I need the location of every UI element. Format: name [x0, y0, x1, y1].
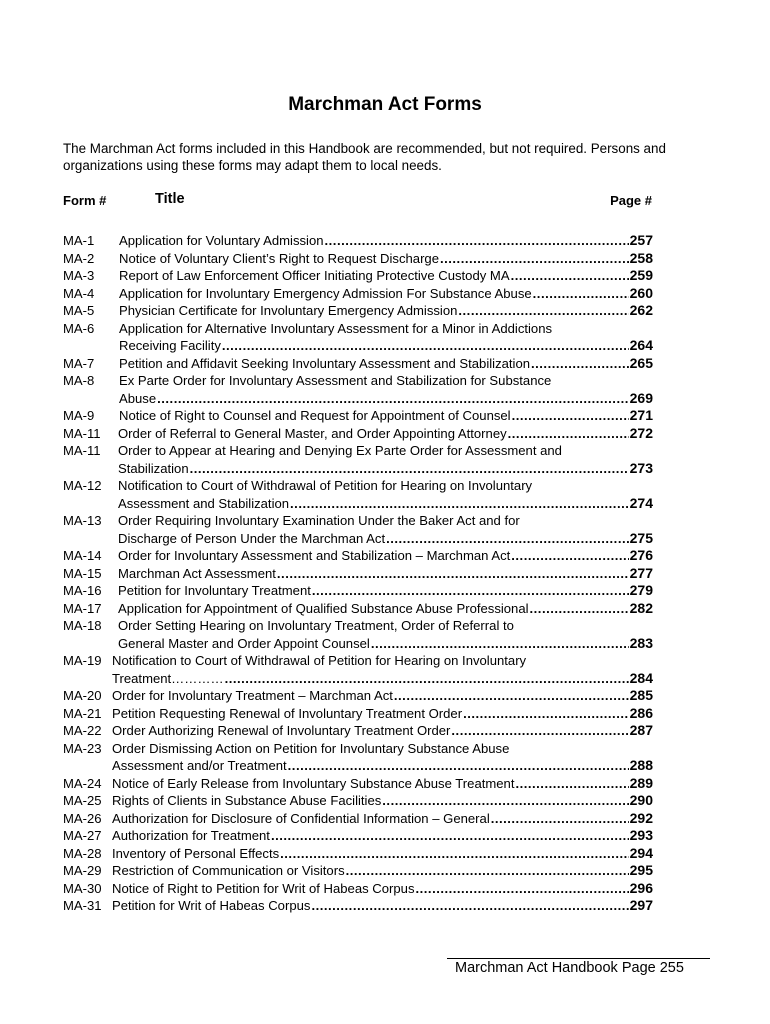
form-title-line	[118, 582, 653, 600]
page-number: 272	[629, 424, 653, 441]
form-title: Notification to Court of Withdrawal of Petition for Hearing on Involuntary	[118, 478, 533, 493]
form-title: Notification to Court of Withdrawal of Petition for Hearing on Involuntary	[112, 653, 527, 668]
form-title-line	[119, 355, 653, 373]
form-title: Marchman Act Assessment	[118, 565, 276, 581]
dot-leader	[531, 355, 629, 373]
form-number: MA-12	[63, 478, 102, 493]
form-number: MA-22	[63, 723, 102, 738]
toc-entry	[63, 320, 653, 355]
dot-leader	[190, 460, 629, 478]
form-title: Authorization for Treatment	[112, 828, 270, 843]
form-title-line	[119, 232, 653, 250]
form-title-line	[118, 635, 653, 653]
toc-entry	[63, 442, 653, 477]
page-number: 259	[629, 267, 653, 283]
toc-entry	[63, 705, 653, 723]
intro-paragraph: The Marchman Act forms included in this Handbook are recommended, but not required. Persons and organizations using these forms may adapt them to local needs.	[63, 141, 666, 173]
dot-leader	[511, 547, 628, 565]
form-title-line	[118, 460, 653, 478]
dot-leader	[533, 285, 629, 303]
page-number: 260	[629, 284, 653, 301]
form-title-line	[119, 285, 653, 303]
form-title: Order Dismissing Action on Petition for Involuntary Substance Abuse	[112, 740, 510, 756]
form-title-line	[119, 337, 653, 355]
toc-entry	[63, 722, 653, 740]
toc-entry	[63, 600, 653, 618]
form-title: Order Setting Hearing on Involuntary Treatment, Order of Referral to	[118, 618, 514, 633]
form-title-line	[112, 810, 653, 828]
form-number: MA-26	[63, 810, 102, 826]
form-title: Application for Involuntary Emergency Admission For Substance Abuse	[119, 285, 532, 301]
toc-entry	[63, 792, 653, 810]
page-number: 271	[629, 407, 653, 423]
page-number: 274	[629, 494, 653, 511]
toc-entry	[63, 687, 653, 705]
page-number-header: Page #	[610, 193, 652, 208]
form-title-line	[118, 495, 653, 513]
form-number: MA-4	[63, 285, 95, 301]
dot-leader	[280, 845, 628, 863]
form-title-line	[112, 792, 653, 810]
toc-entry	[63, 775, 653, 793]
form-number: MA-9	[63, 408, 95, 423]
dot-leader	[394, 687, 629, 705]
form-number: MA-5	[63, 303, 95, 318]
page-footer: Marchman Act Handbook Page 255	[455, 960, 684, 976]
form-title: Order Authorizing Renewal of Involuntary Treatment Order	[112, 723, 451, 738]
dot-leader	[491, 810, 629, 828]
dot-leader	[346, 862, 629, 880]
page-number: 282	[629, 599, 653, 616]
form-title: Assessment and/or Treatment	[112, 758, 287, 773]
page-number: 289	[629, 774, 653, 791]
form-title: Ex Parte Order for Involuntary Assessment and Stabilization for Substance	[119, 373, 552, 388]
dot-leader	[311, 897, 628, 915]
form-title-line	[112, 740, 653, 758]
page-number: 275	[629, 529, 653, 546]
toc-entry	[63, 897, 653, 915]
form-title-line	[112, 722, 653, 740]
form-number: MA-20	[63, 688, 102, 703]
dot-leader	[157, 390, 629, 408]
toc-entry	[63, 232, 653, 250]
page-title: Marchman Act Forms	[288, 94, 482, 115]
form-title-line	[118, 477, 653, 495]
form-title-line	[119, 372, 653, 390]
form-title-line	[118, 442, 653, 460]
form-title-line	[112, 775, 653, 793]
toc-entry	[63, 652, 653, 687]
form-title: Petition for Involuntary Treatment	[118, 583, 311, 598]
page-number: 297	[629, 897, 653, 913]
form-title: Notice of Voluntary Client’s Right to Request Discharge	[119, 250, 439, 266]
page-number: 288	[629, 757, 653, 773]
form-title: Order for Involuntary Treatment – Marchman Act	[112, 688, 393, 703]
forms-table-of-contents	[63, 232, 653, 915]
page-number: 284	[629, 669, 653, 686]
dot-leader	[530, 600, 629, 618]
page-number: 257	[629, 232, 653, 248]
toc-entry	[63, 547, 653, 565]
dot-leader	[290, 495, 629, 513]
form-number: MA-7	[63, 355, 95, 371]
page-number: 277	[629, 564, 653, 581]
page-number: 283	[629, 634, 653, 651]
dot-leader	[371, 635, 629, 653]
form-title-line	[112, 652, 653, 670]
form-number: MA-29	[63, 863, 102, 878]
dot-leader	[511, 267, 629, 285]
form-number: MA-1	[63, 233, 95, 248]
form-number: MA-21	[63, 705, 102, 721]
toc-entry	[63, 267, 653, 285]
form-number: MA-27	[63, 828, 102, 843]
dot-leader	[508, 425, 629, 443]
form-number: MA-2	[63, 250, 95, 266]
form-title-line	[112, 897, 653, 915]
form-title: Physician Certificate for Involuntary Emergency Admission	[119, 303, 458, 318]
footer-rule	[447, 958, 710, 959]
form-title-line	[118, 425, 653, 443]
form-title-line	[119, 267, 653, 285]
form-number: MA-30	[63, 880, 102, 896]
toc-entry	[63, 617, 653, 652]
page-number: 269	[629, 389, 653, 406]
toc-entry	[63, 302, 653, 320]
form-number: MA-24	[63, 775, 102, 791]
form-title-line	[119, 302, 653, 320]
form-title: Notice of Right to Counsel and Request for Appointment of Counsel	[119, 408, 511, 423]
toc-entry	[63, 407, 653, 425]
dot-leader	[512, 407, 629, 425]
dot-leader	[440, 250, 629, 268]
form-number: MA-3	[63, 268, 95, 283]
form-number: MA-23	[63, 740, 102, 756]
form-title-line	[112, 670, 653, 688]
form-title-line	[118, 530, 653, 548]
form-title: Rights of Clients in Substance Abuse Facilities	[112, 793, 382, 808]
form-title: Application for Alternative Involuntary Assessment for a Minor in Addictions	[119, 320, 553, 336]
form-number: MA-28	[63, 845, 102, 861]
form-title: Petition for Writ of Habeas Corpus	[112, 898, 311, 913]
form-title-line	[118, 512, 653, 530]
toc-entry	[63, 810, 653, 828]
toc-entry	[63, 880, 653, 898]
toc-entry	[63, 355, 653, 373]
page-number: 295	[629, 862, 653, 878]
dot-leader	[312, 582, 629, 600]
page-number: 265	[629, 354, 653, 371]
form-title-line	[112, 705, 653, 723]
form-title-line	[119, 407, 653, 425]
form-number: MA-25	[63, 793, 102, 808]
page-number: 290	[629, 792, 653, 808]
dot-leader	[458, 302, 628, 320]
form-title: Notice of Early Release from Involuntary Substance Abuse Treatment	[112, 775, 515, 791]
dot-leader	[225, 670, 629, 688]
dot-leader	[382, 792, 628, 810]
form-title-line	[112, 687, 653, 705]
toc-entry	[63, 827, 653, 845]
page-number: 285	[629, 687, 653, 703]
form-title: Application for Appointment of Qualified Substance Abuse Professional	[118, 600, 529, 616]
form-title: Petition and Affidavit Seeking Involuntary Assessment and Stabilization	[119, 355, 531, 371]
dot-leader	[222, 337, 629, 355]
form-number: MA-19	[63, 653, 102, 668]
dot-leader	[515, 775, 628, 793]
form-title-line	[118, 565, 653, 583]
toc-entry	[63, 582, 653, 600]
toc-entry	[63, 740, 653, 775]
form-title: Inventory of Personal Effects	[112, 845, 280, 861]
toc-entry	[63, 862, 653, 880]
form-number: MA-8	[63, 373, 95, 388]
form-number: MA-18	[63, 618, 102, 633]
form-title-line	[112, 862, 653, 880]
dot-leader	[288, 757, 629, 775]
form-title: Notice of Right to Petition for Writ of Habeas Corpus	[112, 880, 415, 896]
dot-leader	[325, 232, 629, 250]
dot-leader	[386, 530, 629, 548]
form-title-line	[118, 547, 653, 565]
form-number: MA-15	[63, 565, 102, 581]
form-number: MA-13	[63, 513, 102, 528]
form-title: Order Requiring Involuntary Examination Under the Baker Act and for	[118, 513, 520, 528]
form-number: MA-16	[63, 583, 102, 598]
form-title: Report of Law Enforcement Officer Initiating Protective Custody MA	[119, 268, 510, 283]
page-number: 279	[629, 582, 653, 598]
form-title: Receiving Facility	[119, 338, 221, 353]
form-title: General Master and Order Appoint Counsel	[118, 635, 370, 651]
form-number: MA-11	[63, 443, 101, 458]
form-title: Authorization for Disclosure of Confidential Information – General	[112, 810, 490, 826]
page-number: 258	[629, 249, 653, 266]
form-title: Abuse	[119, 390, 157, 406]
form-title: Discharge of Person Under the Marchman Act	[118, 530, 386, 546]
form-title: Assessment and Stabilization	[118, 495, 290, 511]
page-number: 286	[629, 704, 653, 721]
page-number: 264	[629, 337, 653, 353]
form-title: Order to Appear at Hearing and Denying Ex Parte Order for Assessment and	[118, 443, 562, 458]
form-number: MA-17	[63, 600, 102, 616]
form-title-line	[112, 757, 653, 775]
form-title-line	[119, 250, 653, 268]
toc-entry	[63, 565, 653, 583]
form-title: Treatment…………	[112, 670, 224, 686]
page-number: 262	[629, 302, 653, 318]
form-title-line	[112, 827, 653, 845]
toc-entry	[63, 512, 653, 547]
toc-entry	[63, 845, 653, 863]
page-number: 273	[629, 459, 653, 476]
form-title-line	[112, 845, 653, 863]
dot-leader	[451, 722, 628, 740]
form-number: MA-6	[63, 320, 95, 336]
toc-entry	[63, 372, 653, 407]
form-title-line	[118, 600, 653, 618]
form-title: Order of Referral to General Master, and Order Appointing Attorney	[118, 425, 507, 441]
form-number: MA-14	[63, 548, 102, 563]
form-title-line	[118, 617, 653, 635]
form-title-line	[119, 390, 653, 408]
title-header: Title	[155, 191, 185, 207]
form-number-header: Form #	[63, 193, 107, 208]
form-title: Application for Voluntary Admission	[119, 233, 324, 248]
page-number: 296	[629, 879, 653, 896]
dot-leader	[416, 880, 629, 898]
page-number: 292	[629, 809, 653, 826]
dot-leader	[463, 705, 629, 723]
form-title-line	[112, 880, 653, 898]
form-title: Restriction of Communication or Visitors	[112, 863, 345, 878]
form-title: Petition Requesting Renewal of Involuntary Treatment Order	[112, 705, 463, 721]
page-number: 294	[629, 844, 653, 861]
toc-entry	[63, 285, 653, 303]
toc-entry	[63, 425, 653, 443]
dot-leader	[277, 565, 629, 583]
page-number: 293	[629, 827, 653, 843]
form-title-line	[119, 320, 653, 338]
toc-entry	[63, 477, 653, 512]
form-number: MA-31	[63, 898, 102, 913]
page-number: 287	[629, 722, 653, 738]
page-number: 276	[629, 547, 653, 563]
toc-entry	[63, 250, 653, 268]
form-title: Order for Involuntary Assessment and Stabilization – Marchman Act	[118, 548, 511, 563]
form-title: Stabilization	[118, 460, 189, 476]
form-number: MA-11	[63, 425, 101, 441]
dot-leader	[271, 827, 629, 845]
